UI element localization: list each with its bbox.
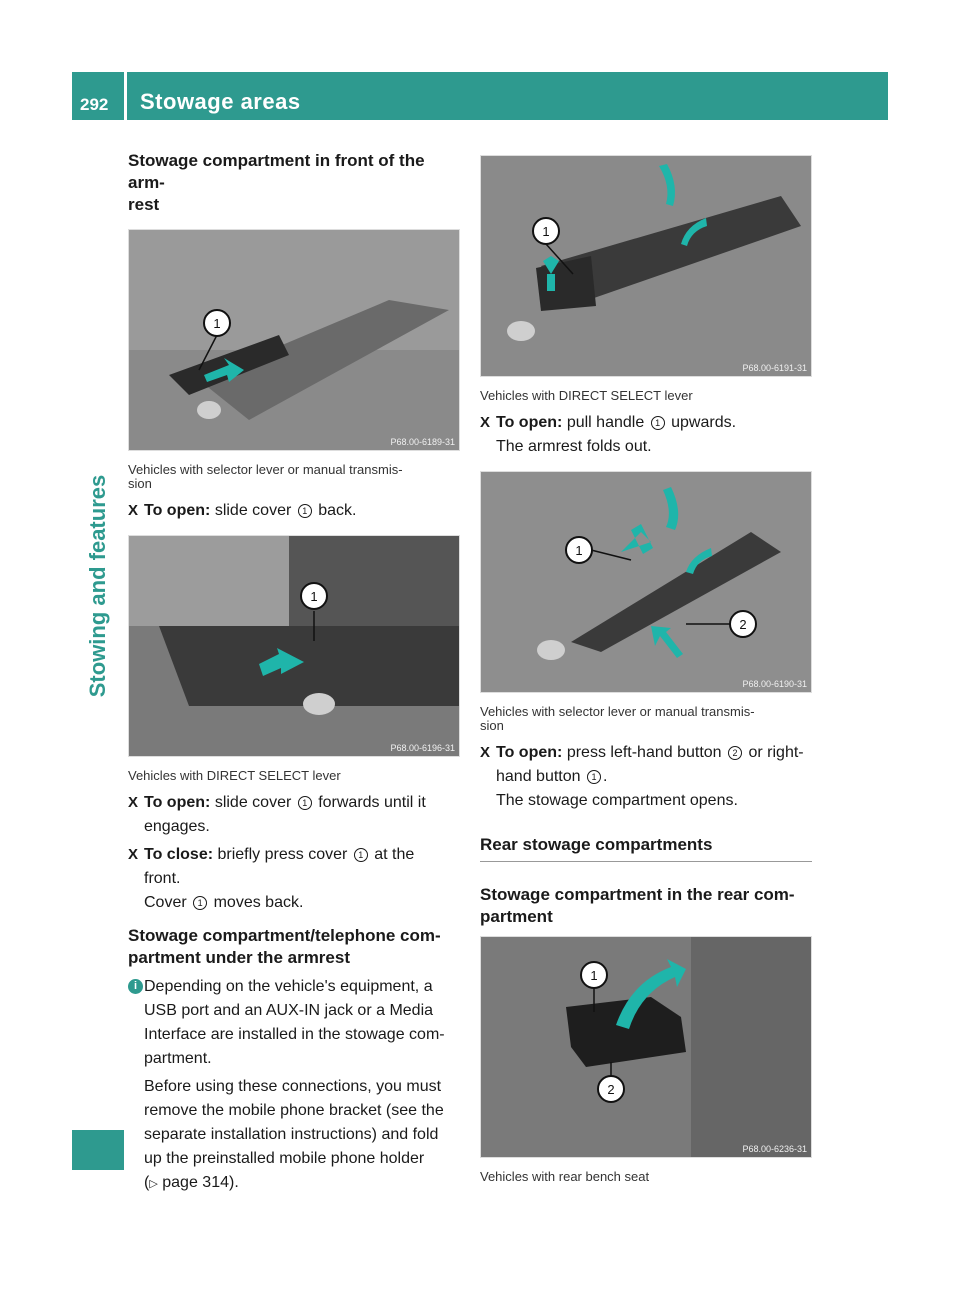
info-line: USB port and an AUX-IN jack or a Media <box>144 1002 434 1019</box>
svg-text:1: 1 <box>575 543 583 558</box>
page-reference[interactable]: page 314). <box>162 1174 239 1191</box>
step-text: hand button <box>496 768 581 785</box>
info-paragraph <box>144 975 460 1071</box>
right-column <box>480 150 812 1184</box>
info-line: Depending on the vehicle's equipment, a <box>144 978 433 995</box>
instruction-step <box>128 791 460 839</box>
callout-number: 1 <box>298 796 312 810</box>
callout-number: 1 <box>651 416 665 430</box>
step-label: To open: <box>496 414 563 431</box>
info-paragraph <box>144 1075 460 1171</box>
left-column <box>128 150 460 1196</box>
step-arrow-icon: X <box>128 794 139 811</box>
info-reference: (▷ page 314). <box>144 1174 239 1191</box>
result-text: moves back. <box>213 894 304 911</box>
caption: Vehicles with DIRECT SELECT lever <box>128 768 341 783</box>
step-label: To close: <box>144 846 214 863</box>
step-text: back. <box>318 502 357 519</box>
figure-code: P68.00-6236-31 <box>742 1144 807 1154</box>
heading-line: Stowage compartment in the rear com- <box>480 885 795 904</box>
side-tab-label: Stowing and features <box>85 474 110 698</box>
info-line: partment. <box>144 1050 212 1067</box>
instruction-step <box>480 741 812 813</box>
callout-number: 1 <box>587 770 601 784</box>
step-label: To open: <box>144 502 211 519</box>
callout-number: 1 <box>193 896 207 910</box>
info-note <box>128 975 460 1196</box>
page-ref-arrow-icon: ▷ <box>149 1178 158 1190</box>
info-line: remove the mobile phone bracket (see the <box>144 1102 444 1119</box>
step-arrow-icon: X <box>128 846 139 863</box>
caption: Vehicles with rear bench seat <box>480 1169 650 1184</box>
heading-line: partment <box>480 907 553 926</box>
step-text: upwards. <box>671 414 737 431</box>
caption-line: sion <box>480 718 504 733</box>
caption <box>128 463 460 491</box>
rear-stowage-heading: Rear stowage compartments <box>480 835 812 862</box>
caption: Vehicles with DIRECT SELECT lever <box>480 388 693 403</box>
caption-line: Vehicles with selector lever or manual transmis- <box>128 462 403 477</box>
svg-text:1: 1 <box>542 224 550 239</box>
svg-text:1: 1 <box>590 968 598 983</box>
photo-armrest-cover-selector <box>128 229 460 451</box>
section-title: Stowage areas <box>140 89 301 114</box>
info-line: up the preinstalled mobile phone holder <box>144 1150 425 1167</box>
header-divider <box>124 72 127 120</box>
step-arrow-icon: X <box>480 744 491 761</box>
heading-line: partment under the armrest <box>128 948 350 967</box>
page-number: 292 <box>80 95 109 114</box>
step-text: front. <box>144 870 181 887</box>
step-text: engages. <box>144 818 210 835</box>
result-text: The stowage compartment opens. <box>496 792 738 809</box>
photo-rear-compartment <box>480 936 812 1158</box>
info-icon: i <box>128 979 143 994</box>
heading-line: rest <box>128 195 160 214</box>
heading-line: Stowage compartment/telephone com- <box>128 926 441 945</box>
figure-code: P68.00-6196-31 <box>390 743 455 753</box>
heading-front-armrest <box>128 150 460 216</box>
callout-number: 2 <box>728 746 742 760</box>
instruction-step <box>128 499 460 523</box>
heading-rear-compartment <box>480 884 812 928</box>
info-line: Interface are installed in the stowage com- <box>144 1026 445 1043</box>
svg-text:1: 1 <box>310 589 318 604</box>
heading-line: Stowage compartment in front of the arm- <box>128 151 425 192</box>
photo-armrest-buttons-selector <box>480 471 812 693</box>
heading-telephone-compartment <box>128 925 460 969</box>
instruction-step <box>128 843 460 915</box>
callout-number: 1 <box>354 848 368 862</box>
caption-line: Vehicles with selector lever or manual transmis- <box>480 704 755 719</box>
svg-text:1: 1 <box>213 316 221 331</box>
step-text: or right- <box>748 744 804 761</box>
svg-text:2: 2 <box>739 617 747 632</box>
result-text: The armrest folds out. <box>496 438 652 455</box>
result-text: Cover <box>144 894 187 911</box>
instruction-step <box>480 411 812 459</box>
callout-number: 1 <box>298 504 312 518</box>
figure-code: P68.00-6190-31 <box>742 679 807 689</box>
step-label: To open: <box>496 744 563 761</box>
step-text: at the <box>374 846 415 863</box>
step-text: press left-hand button <box>566 744 722 761</box>
step-arrow-icon: X <box>128 502 139 519</box>
photo-cover-direct-select <box>128 535 460 757</box>
step-text: . <box>602 768 608 785</box>
info-line: separate installation instructions) and fold <box>144 1126 439 1143</box>
photo-armrest-handle-direct-select <box>480 155 812 377</box>
step-arrow-icon: X <box>480 414 491 431</box>
step-text: pull handle <box>566 414 645 431</box>
figure-code: P68.00-6189-31 <box>390 437 455 447</box>
caption-line: sion <box>128 476 152 491</box>
step-text: slide cover <box>214 502 292 519</box>
svg-text:2: 2 <box>607 1082 615 1097</box>
side-tab-marker <box>72 1130 124 1170</box>
step-label: To open: <box>144 794 211 811</box>
step-text: slide cover <box>214 794 292 811</box>
info-line: Before using these connections, you must <box>144 1078 442 1095</box>
caption <box>480 705 812 733</box>
figure-code: P68.00-6191-31 <box>742 363 807 373</box>
step-text: briefly press cover <box>217 846 348 863</box>
step-text: forwards until it <box>318 794 426 811</box>
